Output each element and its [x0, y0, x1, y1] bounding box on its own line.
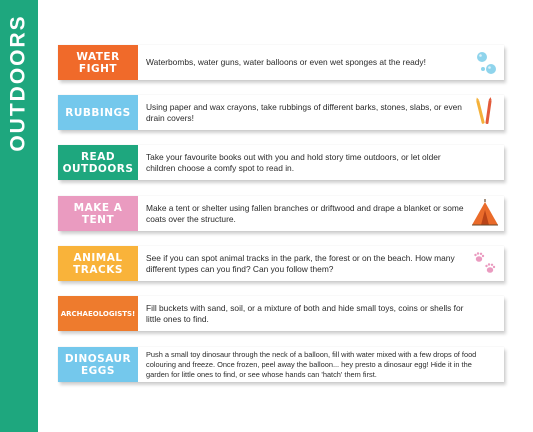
activity-description: Push a small toy dinosaur through the neck of a balloon, fill with water mixed with a few drops of food colouring and freeze. Once frozen, peel away the balloon... hey presto a dinosaur egg! Hide it in the garden for little ones to find, or see whose hands can 'hatch' them first. — [146, 349, 477, 379]
activity-title: DINOSAUR EGGS — [58, 347, 138, 382]
activity-description: Waterbombs, water guns, water balloons or even wet sponges at the ready! — [146, 57, 426, 67]
activity-title: ANIMAL TRACKS — [58, 246, 138, 281]
water-balloons-icon — [470, 47, 500, 77]
activity-title: ARCHAEOLOGISTS! — [58, 296, 138, 331]
activity-row-rubbings — [58, 95, 504, 130]
crayons-icon — [470, 97, 500, 127]
activity-description: Make a tent or shelter using fallen branches or driftwood and drape a blanket or some coats over the structure. — [146, 202, 464, 224]
activity-title: WATER FIGHT — [58, 45, 138, 80]
activity-row-water-fight — [58, 45, 504, 80]
activity-description: Take your favourite books out with you and hold story time outdoors, or let older children choose a comfy spot to read in. — [146, 151, 441, 173]
activity-row-read-outdoors — [58, 145, 504, 180]
activity-row-animal-tracks — [58, 246, 504, 281]
activity-row-dinosaur-eggs — [58, 347, 504, 382]
sidebar — [0, 0, 38, 432]
activity-row-make-a-tent — [58, 196, 504, 231]
sidebar-title — [0, 0, 38, 165]
activity-title: READ OUTDOORS — [58, 145, 138, 180]
activity-description: Using paper and wax crayons, take rubbings of different barks, stones, slabs, or even drain covers! — [146, 101, 462, 123]
activity-title: MAKE A TENT — [58, 196, 138, 231]
activity-row-archaeologists — [58, 296, 504, 331]
activity-description: Fill buckets with sand, soil, or a mixture of both and hide small toys, coins or shells for little ones to find. — [146, 302, 464, 324]
activity-title: RUBBINGS — [58, 95, 138, 130]
sidebar-title-text: OUTDOORS — [7, 13, 30, 152]
tent-icon — [470, 198, 500, 228]
activity-description: See if you can spot animal tracks in the park, the forest or on the beach. How many different types can you find? Can you follow them? — [146, 252, 455, 274]
paw-prints-icon — [470, 248, 500, 278]
